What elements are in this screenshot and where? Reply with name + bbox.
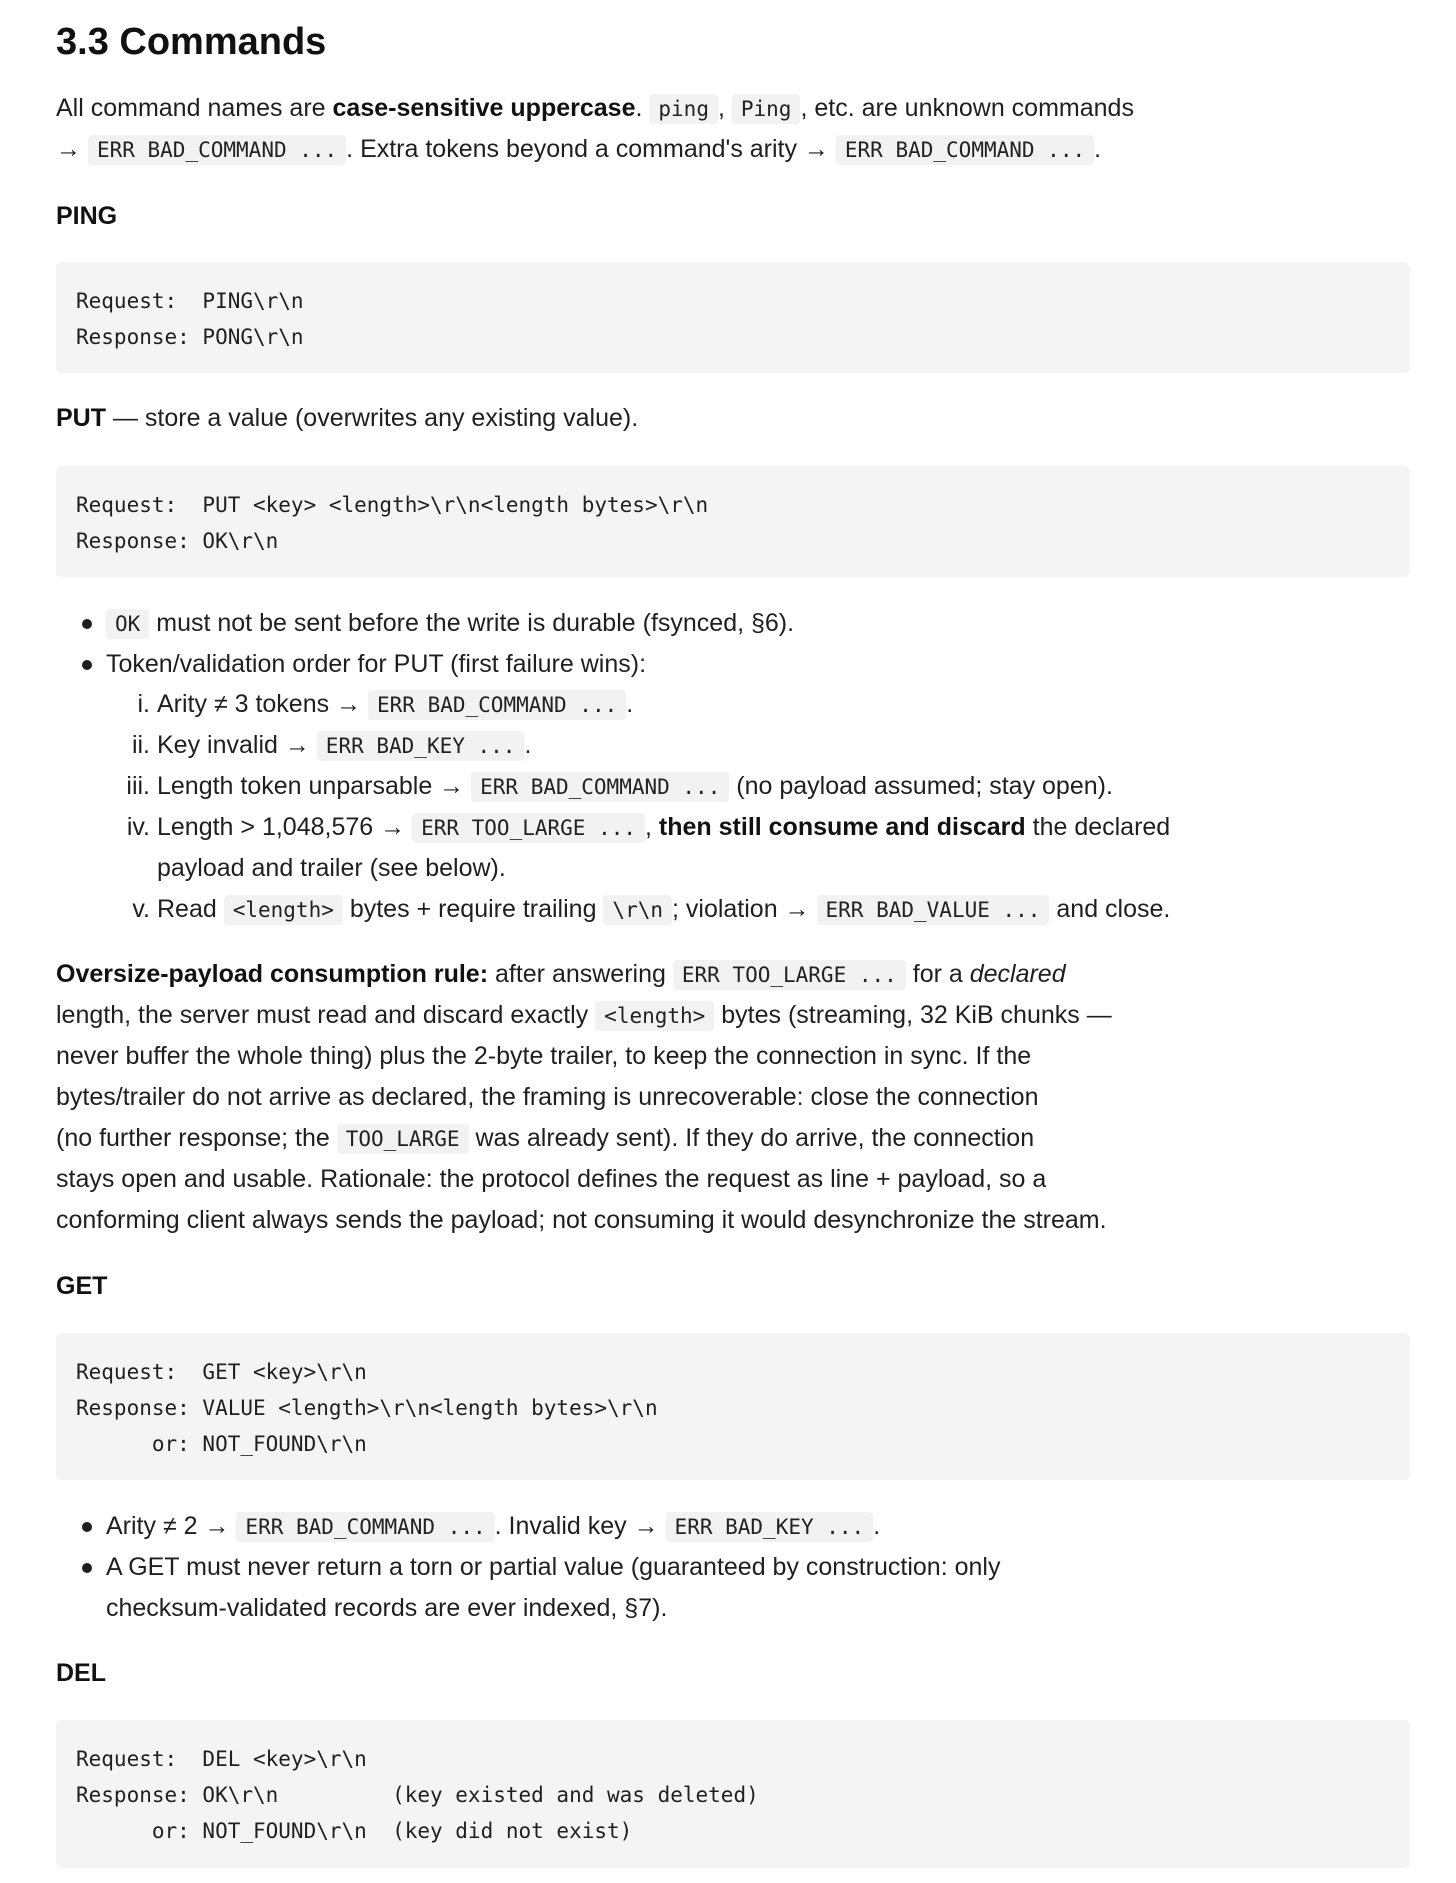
inline-code: ERR BAD_COMMAND ... — [368, 690, 626, 720]
step-number: iii. — [126, 772, 150, 800]
step-text: ; violation → — [672, 895, 817, 923]
inline-code: ERR BAD_COMMAND ... — [88, 135, 346, 165]
intro-text: → — [56, 135, 88, 163]
inline-code: ERR BAD_VALUE ... — [817, 895, 1050, 925]
bullet-dot — [82, 619, 92, 629]
step-text: the declared — [1025, 813, 1171, 841]
intro-line-2 — [56, 129, 1101, 171]
get-bullet-2-continued: checksum-validated records are ever indexed, §7). — [106, 1594, 668, 1622]
step-text: Key invalid → — [157, 731, 317, 759]
oversize-line-4: bytes/trailer do not arrive as declared, the framing is unrecoverable: close the connection — [56, 1083, 1039, 1111]
bullet-dot — [82, 1522, 92, 1532]
put-step-1 — [157, 684, 633, 726]
intro-line-1 — [56, 88, 1134, 130]
step-text: . — [524, 731, 532, 759]
step-text: and close. — [1049, 895, 1171, 923]
intro-text: . — [635, 94, 650, 122]
step-number: iv. — [126, 813, 150, 841]
put-code-block — [56, 466, 1410, 577]
paragraph-text: length, the server must read and discard exactly — [56, 1001, 596, 1029]
inline-code: OK — [106, 609, 149, 639]
code-line: or: NOT_FOUND\r\n (key did not exist) — [76, 1819, 633, 1843]
put-step-4 — [157, 807, 1170, 849]
step-text: Read — [157, 895, 224, 923]
code-line: Request: GET <key>\r\n — [76, 1360, 367, 1384]
step-text: , — [645, 813, 659, 841]
inline-code: \r\n — [603, 895, 672, 925]
bullet-text: . Invalid key → — [494, 1512, 666, 1540]
get-bullet-1 — [106, 1506, 880, 1548]
put-heading: PUT — [56, 404, 106, 432]
oversize-line-7: conforming client always sends the payload; not consuming it would desynchronize the stream. — [56, 1206, 1107, 1234]
code-line: Response: OK\r\n — [76, 529, 279, 553]
inline-code: <length> — [595, 1001, 714, 1031]
paragraph-text: after answering — [488, 960, 673, 988]
inline-code: ERR BAD_KEY ... — [666, 1512, 874, 1542]
paragraph-text: bytes (streaming, 32 KiB chunks — — [714, 1001, 1112, 1029]
intro-emphasis: case-sensitive uppercase — [332, 94, 636, 122]
put-description: — store a value (overwrites any existing value). — [106, 404, 639, 432]
inline-code: ERR BAD_COMMAND ... — [236, 1512, 494, 1542]
put-step-4-continued: payload and trailer (see below). — [157, 854, 506, 882]
step-number: ii. — [131, 731, 150, 759]
code-line: Request: DEL <key>\r\n — [76, 1747, 367, 1771]
code-line: Response: OK\r\n (key existed and was deleted) — [76, 1783, 759, 1807]
inline-code: TOO_LARGE — [337, 1124, 469, 1154]
inline-code: ERR BAD_KEY ... — [317, 731, 525, 761]
intro-text: All command names are — [56, 94, 333, 122]
del-code-block — [56, 1720, 1410, 1868]
code-line: Response: VALUE <length>\r\n<length bytes>\r\n — [76, 1396, 658, 1420]
get-bullet-2: A GET must never return a torn or partial value (guaranteed by construction: only — [106, 1553, 1001, 1581]
bullet-text: Arity ≠ 2 → — [106, 1512, 237, 1540]
step-number: v. — [132, 895, 150, 923]
step-text: Length token unparsable → — [157, 772, 472, 800]
get-heading: GET — [56, 1272, 108, 1300]
bullet-dot — [82, 660, 92, 670]
inline-code: ping — [649, 94, 718, 124]
del-heading: DEL — [56, 1659, 106, 1687]
put-bullet-2: Token/validation order for PUT (first failure wins): — [106, 650, 647, 678]
inline-code: <length> — [224, 895, 343, 925]
inline-code: ERR TOO_LARGE ... — [673, 960, 906, 990]
bullet-text: must not be sent before the write is durable (fsynced, §6). — [149, 609, 795, 637]
inline-code: ERR BAD_COMMAND ... — [471, 772, 729, 802]
step-text: Length > 1,048,576 → — [157, 813, 413, 841]
step-text: Arity ≠ 3 tokens → — [157, 690, 369, 718]
paragraph-text: (no further response; the — [56, 1124, 337, 1152]
put-step-3 — [157, 766, 1113, 808]
oversize-lead: Oversize-payload consumption rule: — [56, 960, 489, 988]
paragraph-text: for a — [905, 960, 970, 988]
oversize-line-2 — [56, 995, 1112, 1037]
code-line: or: NOT_FOUND\r\n — [76, 1432, 367, 1456]
step-emphasis: then still consume and discard — [658, 813, 1026, 841]
inline-code: ERR BAD_COMMAND ... — [836, 135, 1094, 165]
oversize-line-3: never buffer the whole thing) plus the 2-byte trailer, to keep the connection in sync. If the — [56, 1042, 1032, 1070]
oversize-line-6: stays open and usable. Rationale: the protocol defines the request as line + payload, so a — [56, 1165, 1047, 1193]
bullet-dot — [82, 1563, 92, 1573]
ping-heading: PING — [56, 202, 118, 230]
step-text: bytes + require trailing — [342, 895, 604, 923]
code-line: Request: PUT <key> <length>\r\n<length bytes>\r\n — [76, 493, 709, 517]
step-text: (no payload assumed; stay open). — [729, 772, 1113, 800]
get-code-block — [56, 1333, 1410, 1480]
bullet-text: . — [873, 1512, 881, 1540]
put-step-5 — [157, 889, 1170, 931]
inline-code: Ping — [732, 94, 801, 124]
ping-code-block — [56, 262, 1410, 373]
intro-text: , etc. are unknown commands — [800, 94, 1134, 122]
step-text: . — [626, 690, 634, 718]
intro-text: . — [1094, 135, 1102, 163]
oversize-line-1 — [56, 954, 1066, 996]
intro-text: . Extra tokens beyond a command's arity → — [346, 135, 836, 163]
code-line: Request: PING\r\n — [76, 289, 304, 313]
intro-text: , — [717, 94, 732, 122]
section-title: 3.3 Commands — [56, 21, 327, 63]
put-step-2 — [157, 725, 531, 767]
code-line: Response: PONG\r\n — [76, 325, 304, 349]
inline-code: ERR TOO_LARGE ... — [412, 813, 645, 843]
step-number: i. — [137, 690, 150, 718]
oversize-line-5 — [56, 1118, 1034, 1160]
put-bullet-1 — [106, 603, 794, 645]
put-heading-line — [56, 398, 638, 439]
paragraph-italic: declared — [969, 960, 1066, 988]
paragraph-text: was already sent). If they do arrive, the connection — [468, 1124, 1035, 1152]
